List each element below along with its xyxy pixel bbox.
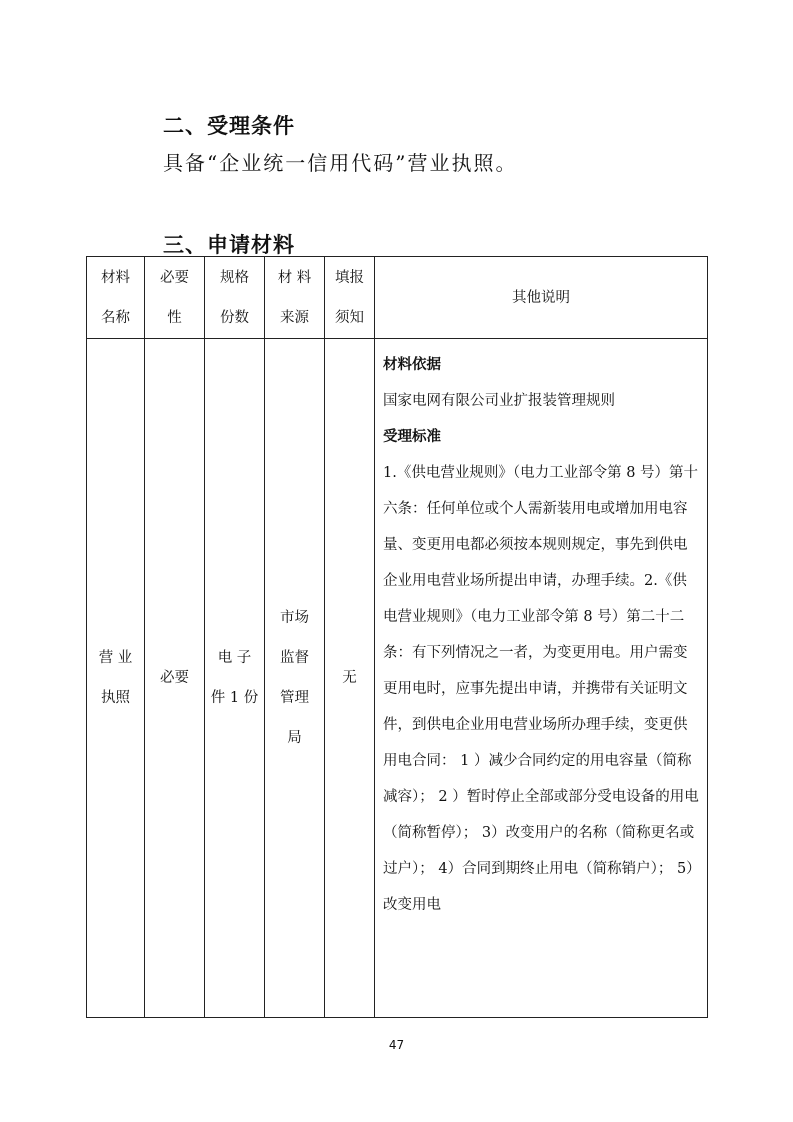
basis-text: 国家电网有限公司业扩报装管理规则 (383, 393, 615, 409)
cell-notice: 无 (325, 339, 375, 1018)
cell-notes (375, 339, 708, 1018)
header-notes: 其他说明 (375, 257, 708, 339)
table-row (87, 339, 708, 1018)
standard-title: 受理标准 (383, 429, 441, 445)
cell-source: 市场 监督 管理 局 (265, 339, 325, 1018)
header-required: 必要 性 (145, 257, 205, 339)
header-material-name: 材料 名称 (87, 257, 145, 339)
materials-table (86, 256, 708, 1018)
header-source: 材 料 来源 (265, 257, 325, 339)
page-number: 47 (388, 1038, 405, 1052)
cell-spec: 电 子 件 1 份 (205, 339, 265, 1018)
section-heading-conditions: 二、受理条件 (163, 114, 295, 138)
conditions-text: 具备“企业统一信用代码”营业执照。 (163, 151, 518, 175)
standard-text: 1.《供电营业规则》（电力工业部令第 8 号）第十六条：任何单位或个人需新装用电或增加用电容量、变更用电都必须按本规则规定，事先到供电企业用电营业场所提出申请，办理手续。2.《供电营业规则》（电力工业部令第 8 号）第二十二条：有下列情况之一者，为变更用电。用户需变更用电时，应事先提出申请，并携带有关证明文件，到供电企业用电营业场所办理手续，变更供用电合同： 1 ）减少合同约定的用电容量（简称减容）； 2 ）暂时停止全部或部分受电设备的用电（简称暂停）； 3）改变用户的名称（简称更名或过户）； 4）合同到期终止用电（简称销户）； 5）改变用电 (383, 465, 699, 913)
cell-material-name: 营 业 执照 (87, 339, 145, 1018)
cell-required: 必要 (145, 339, 205, 1018)
header-spec: 规格 份数 (205, 257, 265, 339)
header-notice: 填报 须知 (325, 257, 375, 339)
table-header-row (87, 257, 708, 339)
basis-title: 材料依据 (383, 357, 441, 373)
section-heading-materials: 三、申请材料 (163, 233, 295, 257)
